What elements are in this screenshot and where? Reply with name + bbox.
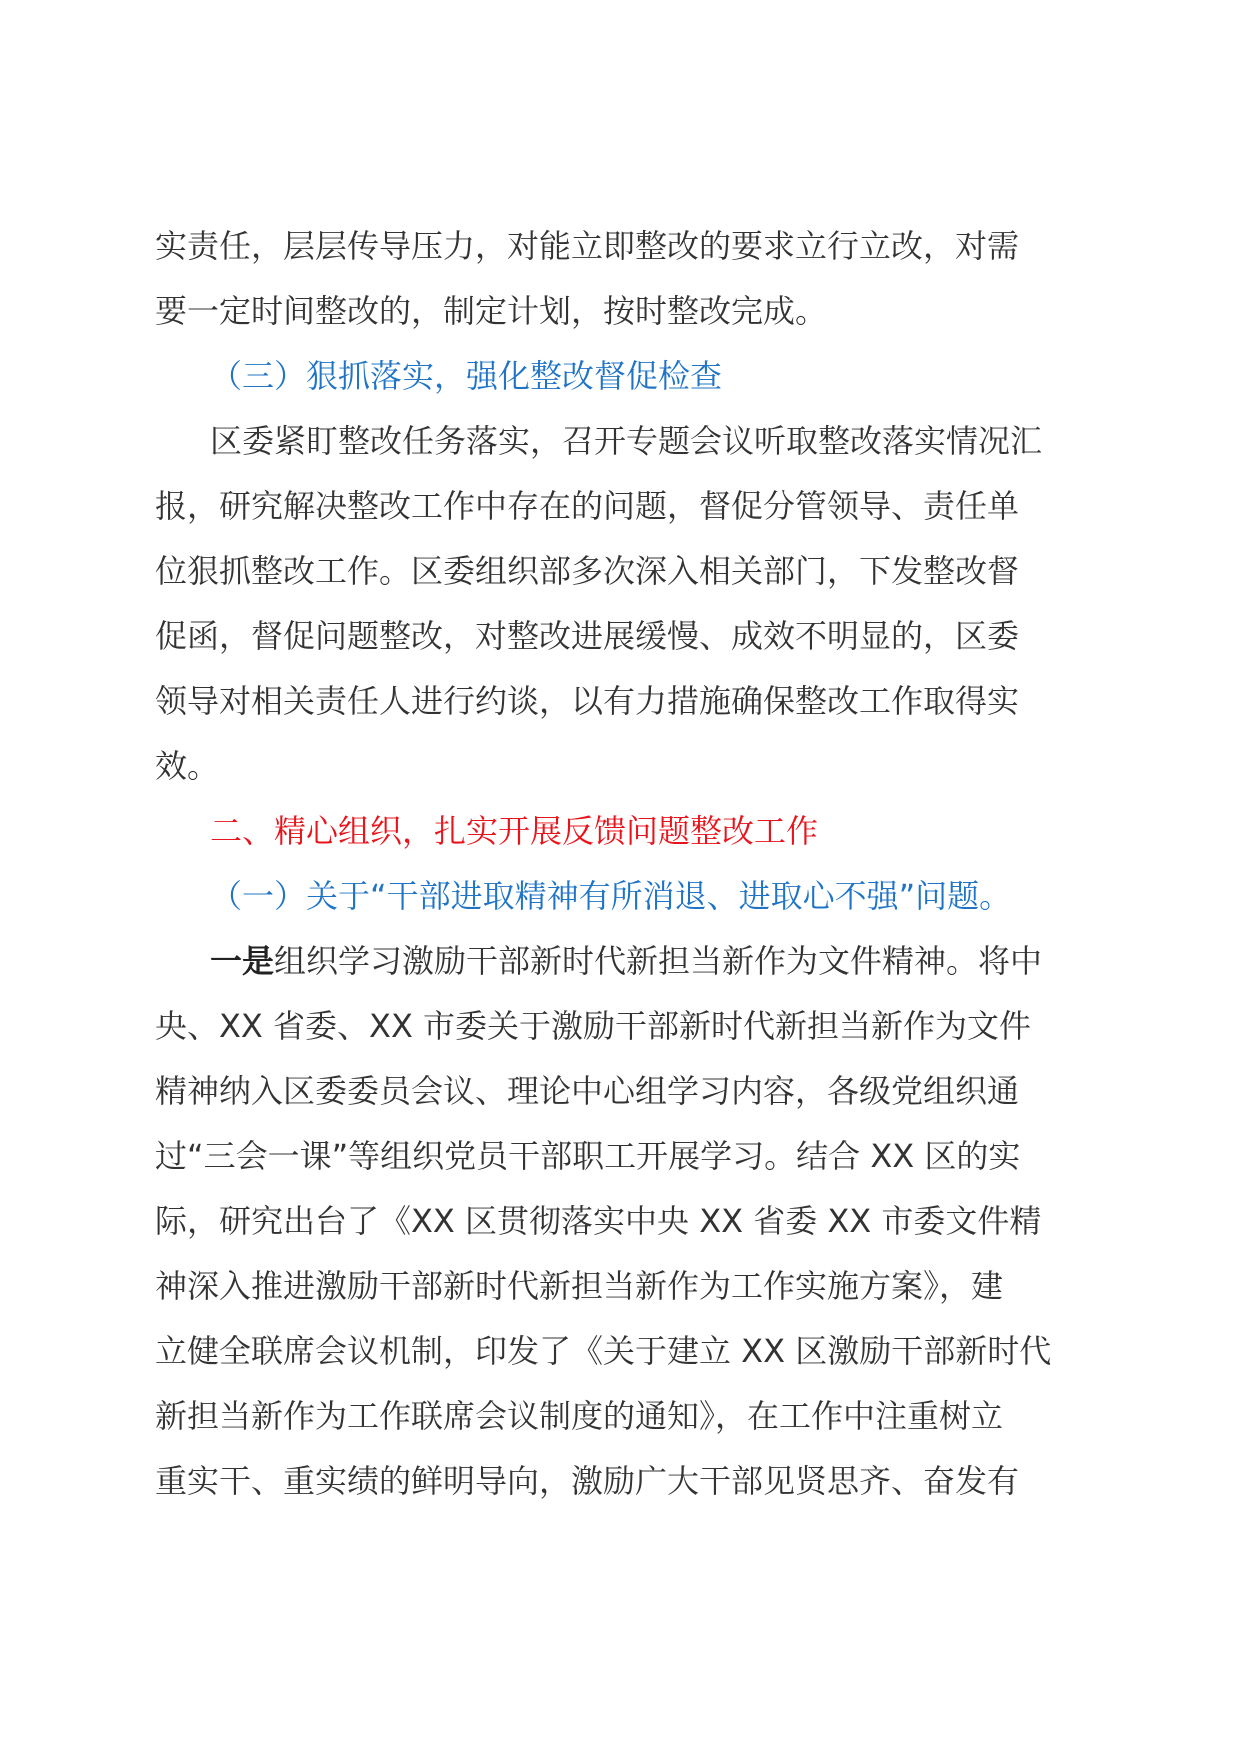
paragraph-line: 区委紧盯整改任务落实，召开专题会议听取整改落实情况汇 bbox=[210, 422, 1043, 460]
paragraph-line: 际，研究出台了《XX 区贯彻落实中央 XX 省委 XX 市委文件精 bbox=[155, 1202, 1042, 1240]
paragraph-line: 领导对相关责任人进行约谈，以有力措施确保整改工作取得实 bbox=[155, 682, 1020, 720]
paragraph-line: 实责任，层层传导压力，对能立即整改的要求立行立改，对需 bbox=[155, 227, 1020, 265]
section-heading-3: （三）狠抓落实，强化整改督促检查 bbox=[210, 357, 723, 395]
document-body bbox=[155, 214, 1095, 1514]
paragraph-line: 效。 bbox=[155, 747, 220, 785]
paragraph-line: 过“三会一课”等组织党员干部职工开展学习。结合 XX 区的实 bbox=[155, 1137, 1021, 1175]
paragraph-line: 报，研究解决整改工作中存在的问题，督促分管领导、责任单 bbox=[155, 487, 1020, 525]
section-heading-1: （一）关于“干部进取精神有所消退、进取心不强”问题。 bbox=[210, 877, 1012, 915]
paragraph-line: 要一定时间整改的，制定计划，按时整改完成。 bbox=[155, 292, 828, 330]
paragraph-text: 组织学习激励干部新时代新担当新作为文件精神。将中 bbox=[274, 942, 1043, 980]
paragraph-line: 神深入推进激励干部新时代新担当新作为工作实施方案》，建 bbox=[155, 1267, 1004, 1305]
paragraph-first-line bbox=[155, 929, 1095, 994]
lead-term: 一是 bbox=[210, 942, 275, 980]
section-heading-2: 二、精心组织，扎实开展反馈问题整改工作 bbox=[210, 812, 819, 850]
paragraph-line: 重实干、重实绩的鲜明导向，激励广大干部见贤思齐、奋发有 bbox=[155, 1462, 1020, 1500]
paragraph-line: 新担当新作为工作联席会议制度的通知》，在工作中注重树立 bbox=[155, 1397, 1004, 1435]
paragraph-line: 促函，督促问题整改，对整改进展缓慢、成效不明显的，区委 bbox=[155, 617, 1020, 655]
paragraph-line: 立健全联席会议机制，印发了《关于建立 XX 区激励干部新时代 bbox=[155, 1332, 1052, 1370]
paragraph-line: 精神纳入区委委员会议、理论中心组学习内容，各级党组织通 bbox=[155, 1072, 1020, 1110]
paragraph-line: 位狠抓整改工作。区委组织部多次深入相关部门，下发整改督 bbox=[155, 552, 1020, 590]
paragraph-line: 央、XX 省委、XX 市委关于激励干部新时代新担当新作为文件 bbox=[155, 1007, 1032, 1045]
